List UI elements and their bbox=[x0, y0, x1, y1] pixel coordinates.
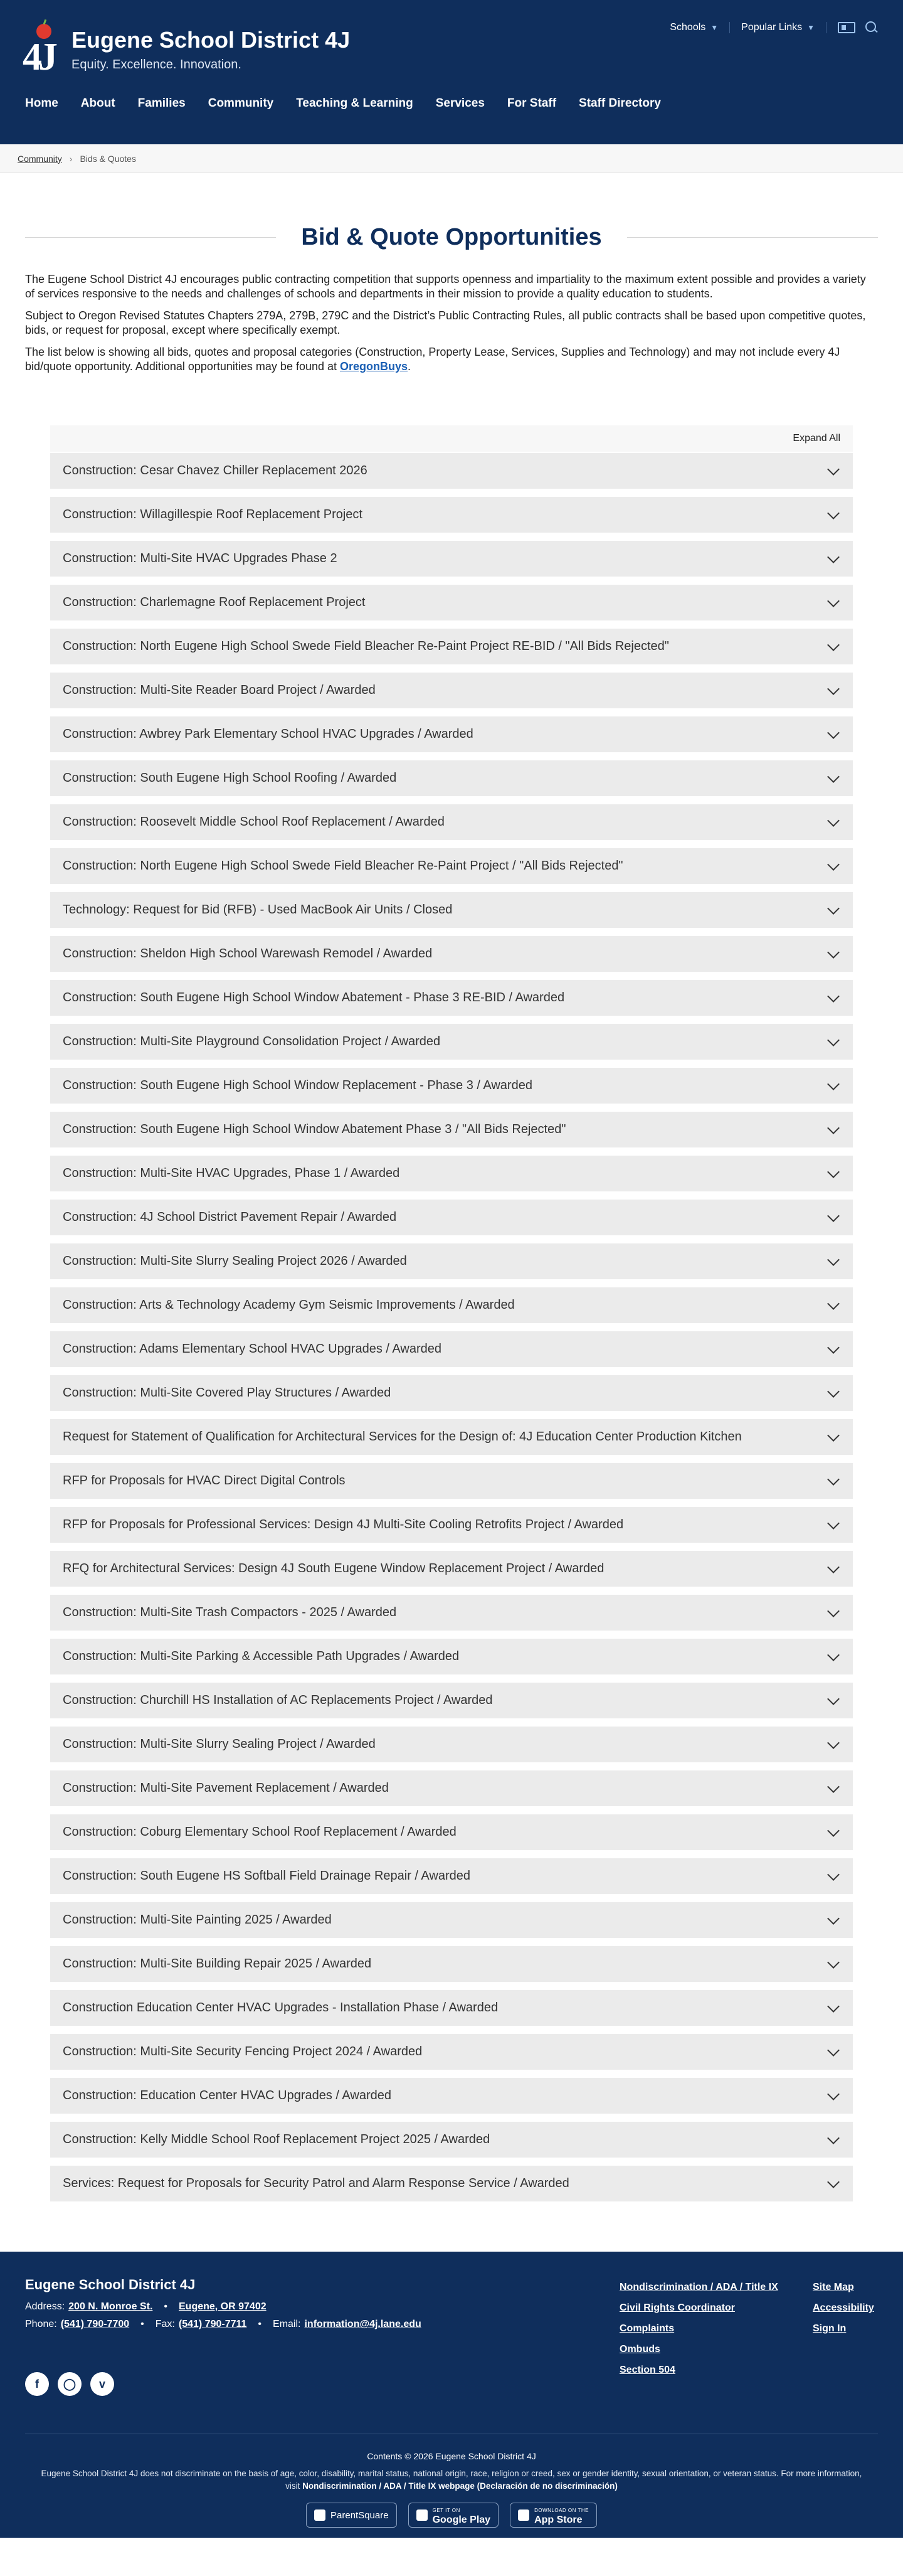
chevron-down-icon bbox=[827, 2000, 840, 2013]
chevron-down-icon bbox=[827, 1473, 840, 1486]
phone-link[interactable]: (541) 790-7700 bbox=[60, 2319, 130, 2329]
chevron-down-icon bbox=[827, 639, 840, 651]
accordion-item[interactable] bbox=[50, 2078, 853, 2114]
popular-links-label: Popular Links bbox=[741, 22, 803, 33]
chevron-down-icon bbox=[827, 1561, 840, 1573]
footer-copyright: Contents © 2026 Eugene School District 4J bbox=[367, 2451, 536, 2461]
accordion-item[interactable] bbox=[50, 1639, 853, 1674]
expand-all-button[interactable]: Expand All bbox=[793, 433, 840, 444]
chevron-down-icon bbox=[827, 1824, 840, 1837]
accordion-item[interactable] bbox=[50, 760, 853, 796]
chevron-down-icon bbox=[827, 683, 840, 695]
accordion-item-label: Construction: 4J School District Pavement Repair / Awarded bbox=[63, 1210, 397, 1224]
main-nav bbox=[25, 97, 672, 110]
accordion-item[interactable] bbox=[50, 848, 853, 884]
nav-teaching-learning[interactable]: Teaching & Learning bbox=[296, 97, 413, 110]
accordion-item-label: Construction: Multi-Site Building Repair 2025 / Awarded bbox=[63, 1957, 372, 1971]
accordion-item[interactable] bbox=[50, 1683, 853, 1718]
separator-dot: • bbox=[140, 2319, 144, 2329]
accordion-item[interactable] bbox=[50, 1243, 853, 1279]
chevron-down-icon bbox=[827, 1341, 840, 1354]
intro-paragraph-3-text: The list below is showing all bids, quotes and proposal categories (Construction, Property Lease, Services, Supplies and Technology) and may not include every 4J bid/quote opportunity. Additional opportunities may be found at bbox=[25, 346, 840, 373]
chevron-down-icon bbox=[827, 2088, 840, 2100]
site-header bbox=[0, 0, 903, 144]
google-play-small: GET IT ON bbox=[432, 2508, 460, 2513]
accordion-item[interactable] bbox=[50, 716, 853, 752]
nav-for-staff[interactable]: For Staff bbox=[507, 97, 557, 110]
site-footer bbox=[0, 2252, 903, 2538]
chevron-down-icon bbox=[827, 1956, 840, 1969]
oregonbuys-link[interactable]: OregonBuys bbox=[340, 360, 408, 373]
accordion-item-label: Construction: South Eugene High School Window Replacement - Phase 3 / Awarded bbox=[63, 1078, 532, 1092]
footer-legal-link[interactable]: Nondiscrimination / ADA / Title IX webpage (Declaración de no discriminación) bbox=[302, 2481, 618, 2491]
apple-icon bbox=[518, 2509, 529, 2521]
chevron-down-icon bbox=[827, 2132, 840, 2144]
accordion-item[interactable] bbox=[50, 1858, 853, 1894]
accordion-item-label: Construction: Roosevelt Middle School Roof Replacement / Awarded bbox=[63, 815, 445, 829]
accordion-item-label: RFQ for Architectural Services: Design 4J South Eugene Window Replacement Project / Awarded bbox=[63, 1562, 605, 1575]
accordion-item-label: Construction: Cesar Chavez Chiller Replacement 2026 bbox=[63, 464, 367, 477]
parentsquare-label: ParentSquare bbox=[330, 2509, 389, 2521]
footer-link-accessibility[interactable]: Accessibility bbox=[813, 2302, 874, 2313]
accordion-item-label: Construction: Arts & Technology Academy Gym Seismic Improvements / Awarded bbox=[63, 1298, 515, 1312]
address-label: Address: bbox=[25, 2301, 65, 2312]
accordion-item[interactable] bbox=[50, 629, 853, 664]
accordion-item[interactable] bbox=[50, 1419, 853, 1455]
accordion-item-label: Construction: North Eugene High School Swede Field Bleacher Re-Paint Project RE-BID / "All Bids Rejected" bbox=[63, 639, 669, 653]
accordion-item-label: Construction: Multi-Site Slurry Sealing Project / Awarded bbox=[63, 1737, 376, 1751]
site-title[interactable]: Eugene School District 4J bbox=[71, 27, 351, 53]
accordion-item[interactable] bbox=[50, 1375, 853, 1411]
chevron-down-icon bbox=[827, 726, 840, 739]
accordion-item[interactable] bbox=[50, 585, 853, 620]
accordion-item[interactable] bbox=[50, 980, 853, 1016]
page-title: Bid & Quote Opportunities bbox=[301, 224, 602, 250]
accordion-item[interactable] bbox=[50, 1156, 853, 1191]
chevron-down-icon bbox=[827, 1868, 840, 1881]
app-store-badge[interactable] bbox=[510, 2503, 597, 2528]
chevron-down-icon bbox=[827, 1297, 840, 1310]
footer-link-nondiscrimination[interactable]: Nondiscrimination / ADA / Title IX bbox=[620, 2282, 778, 2292]
accordion-item-label: Construction: Sheldon High School Warewash Remodel / Awarded bbox=[63, 947, 433, 961]
intro-paragraph-1: The Eugene School District 4J encourages public contracting competition that supports openness and impartiality to the maximum extent possible and provides a variety of services responsive to the needs and challenges of schools and departments in their mission to provide a quality education to students. bbox=[25, 273, 866, 300]
accordion-item-label: Construction: Multi-Site HVAC Upgrades, Phase 1 / Awarded bbox=[63, 1166, 400, 1180]
accordion-item-label: Construction: North Eugene High School Swede Field Bleacher Re-Paint Project / "All Bids Rejected" bbox=[63, 859, 623, 873]
parentsquare-icon bbox=[314, 2509, 325, 2521]
intro-paragraph-2: Subject to Oregon Revised Statutes Chapters 279A, 279B, 279C and the District’s Public Contracting Rules, all public contracts shall be based upon competitive quotes, bids, or request for proposal, except where specifically exempt. bbox=[25, 309, 866, 336]
nav-home[interactable]: Home bbox=[25, 97, 58, 110]
vimeo-icon[interactable]: v bbox=[90, 2372, 114, 2396]
nav-about[interactable]: About bbox=[80, 97, 115, 110]
google-play-badge[interactable] bbox=[408, 2503, 499, 2528]
chevron-down-icon bbox=[827, 1517, 840, 1530]
accordion-item[interactable] bbox=[50, 1200, 853, 1235]
accordion-item-label: Construction: Multi-Site Trash Compactors - 2025 / Awarded bbox=[63, 1605, 397, 1619]
accordion-item[interactable] bbox=[50, 892, 853, 928]
accordion-item[interactable] bbox=[50, 1902, 853, 1938]
chevron-down-icon bbox=[827, 1649, 840, 1661]
chevron-down-icon bbox=[827, 1429, 840, 1442]
accordion-item-label: Construction: Willagillespie Roof Replacement Project bbox=[63, 508, 362, 521]
accordion-item-label: Construction: Adams Elementary School HVAC Upgrades / Awarded bbox=[63, 1342, 442, 1356]
facebook-icon[interactable]: f bbox=[25, 2372, 49, 2396]
accordion-item[interactable] bbox=[50, 497, 853, 533]
chevron-down-icon bbox=[827, 1912, 840, 1925]
footer-link-civil-rights[interactable]: Civil Rights Coordinator bbox=[620, 2302, 735, 2313]
accordion-item[interactable] bbox=[50, 673, 853, 708]
site-tagline: Equity. Excellence. Innovation. bbox=[71, 58, 241, 72]
chevron-down-icon bbox=[827, 1078, 840, 1090]
footer-contact bbox=[25, 2298, 421, 2333]
accordion-item[interactable] bbox=[50, 1068, 853, 1104]
accordion-item-label: Construction: Coburg Elementary School Roof Replacement / Awarded bbox=[63, 1825, 457, 1839]
nav-families[interactable]: Families bbox=[137, 97, 186, 110]
bids-accordion bbox=[50, 425, 853, 2201]
google-play-label: Google Play bbox=[432, 2515, 491, 2525]
accordion-item[interactable] bbox=[50, 936, 853, 972]
logo-mark: 4J bbox=[23, 36, 54, 78]
fax-link[interactable]: (541) 790-7711 bbox=[178, 2319, 247, 2329]
nav-community[interactable]: Community bbox=[208, 97, 274, 110]
app-badges bbox=[0, 2503, 903, 2528]
footer-legal bbox=[38, 2467, 865, 2493]
breadcrumb-separator-icon: › bbox=[69, 153, 73, 164]
accordion-item-label: Construction: South Eugene HS Softball Field Drainage Repair / Awarded bbox=[63, 1869, 471, 1883]
chevron-down-icon bbox=[827, 1385, 840, 1398]
accordion-item-label: Construction: Multi-Site Slurry Sealing Project 2026 / Awarded bbox=[63, 1254, 407, 1268]
accordion-item[interactable] bbox=[50, 1551, 853, 1587]
popular-links-dropdown[interactable] bbox=[730, 22, 826, 33]
chevron-down-icon bbox=[827, 1034, 840, 1046]
google-play-icon bbox=[416, 2509, 428, 2521]
accordion-item[interactable] bbox=[50, 2122, 853, 2158]
address-street-link[interactable]: 200 N. Monroe St. bbox=[68, 2301, 153, 2312]
chevron-down-icon bbox=[827, 463, 840, 476]
accordion-item-label: Construction: Multi-Site Pavement Replacement / Awarded bbox=[63, 1781, 389, 1795]
accordion-item[interactable] bbox=[50, 2166, 853, 2201]
app-store-small: DOWNLOAD ON THE bbox=[534, 2508, 589, 2513]
separator-dot: • bbox=[164, 2301, 167, 2312]
accordion-item[interactable] bbox=[50, 1727, 853, 1762]
accordion-item-label: Construction: Charlemagne Roof Replacement Project bbox=[63, 595, 366, 609]
schools-label: Schools bbox=[670, 22, 706, 33]
footer-link-ombuds[interactable]: Ombuds bbox=[620, 2344, 660, 2355]
address-city-link[interactable]: Eugene, OR 97402 bbox=[179, 2301, 267, 2312]
accordion-item-label: Construction: Multi-Site Playground Consolidation Project / Awarded bbox=[63, 1035, 441, 1048]
chevron-down-icon bbox=[827, 770, 840, 783]
accordion-item[interactable] bbox=[50, 541, 853, 577]
email-label: Email: bbox=[273, 2319, 301, 2329]
brand[interactable] bbox=[23, 21, 350, 82]
intro-paragraph-3: The list below is showing all bids, quotes and proposal categories (Construction, Property Lease, Services, Supplies and Technology) and may not include every 4J bid/quote opportunity. Additional opportunities may be found at OregonBuys. bbox=[25, 346, 840, 373]
district-logo[interactable] bbox=[23, 21, 59, 82]
chevron-down-icon bbox=[827, 1166, 840, 1178]
accordion-item-label: Construction: South Eugene High School Window Abatement - Phase 3 RE-BID / Awarded bbox=[63, 991, 565, 1004]
chevron-down-icon bbox=[827, 595, 840, 607]
chevron-down-icon bbox=[827, 902, 840, 915]
breadcrumb bbox=[0, 144, 903, 173]
accordion-item-label: Construction: Kelly Middle School Roof Replacement Project 2025 / Awarded bbox=[63, 2132, 490, 2146]
parentsquare-badge[interactable] bbox=[306, 2503, 397, 2528]
accordion-item-label: Construction: South Eugene High School Roofing / Awarded bbox=[63, 771, 397, 785]
separator-dot: • bbox=[258, 2319, 262, 2329]
accordion-item[interactable] bbox=[50, 1770, 853, 1806]
chevron-down-icon: ▼ bbox=[710, 23, 719, 32]
accordion-item[interactable] bbox=[50, 1287, 853, 1323]
chevron-down-icon bbox=[827, 2044, 840, 2057]
chevron-down-icon bbox=[827, 1210, 840, 1222]
email-link[interactable]: information@4j.lane.edu bbox=[304, 2319, 421, 2329]
accordion-item-label: Construction: Awbrey Park Elementary School HVAC Upgrades / Awarded bbox=[63, 727, 473, 741]
nav-services[interactable]: Services bbox=[435, 97, 485, 110]
accordion-item-label: Request for Statement of Qualification for Architectural Services for the Design of: 4J Education Center Production Kitchen bbox=[63, 1430, 742, 1444]
accordion-item-label: Construction: Churchill HS Installation of AC Replacements Project / Awarded bbox=[63, 1693, 493, 1707]
chevron-down-icon bbox=[827, 507, 840, 519]
nav-staff-directory[interactable]: Staff Directory bbox=[579, 97, 661, 110]
chevron-down-icon bbox=[827, 551, 840, 563]
accordion-item[interactable] bbox=[50, 2034, 853, 2070]
accordion-list bbox=[50, 453, 853, 2201]
chevron-down-icon bbox=[827, 1253, 840, 1266]
chevron-down-icon bbox=[827, 2176, 840, 2188]
accordion-item[interactable] bbox=[50, 453, 853, 489]
chevron-down-icon bbox=[827, 990, 840, 1003]
breadcrumb-community[interactable]: Community bbox=[18, 153, 62, 164]
footer-link-section-504[interactable]: Section 504 bbox=[620, 2365, 675, 2375]
chevron-down-icon bbox=[827, 946, 840, 959]
accordion-item[interactable] bbox=[50, 804, 853, 840]
accordion-item[interactable] bbox=[50, 1024, 853, 1060]
schools-dropdown[interactable] bbox=[658, 22, 730, 33]
phone-label: Phone: bbox=[25, 2319, 57, 2329]
outlook-icon[interactable] bbox=[838, 22, 855, 33]
accordion-item-label: Construction: Multi-Site Covered Play Structures / Awarded bbox=[63, 1386, 391, 1400]
accordion-item[interactable] bbox=[50, 1331, 853, 1367]
app-store-label: App Store bbox=[534, 2515, 583, 2525]
footer-legal-text: Eugene School District 4J does not discriminate on the basis of age, color, disability, marital status, national origin, race, religion or creed, sex or gender identity, sexual orientation, or veteran status. For more information, visit bbox=[41, 2469, 862, 2491]
accordion-item-label: Construction: Multi-Site HVAC Upgrades Phase 2 bbox=[63, 551, 337, 565]
social-links bbox=[25, 2372, 114, 2396]
expand-bar bbox=[50, 425, 853, 452]
footer-district-name: Eugene School District 4J bbox=[25, 2277, 196, 2292]
accordion-item[interactable] bbox=[50, 1946, 853, 1982]
footer-link-complaints[interactable]: Complaints bbox=[620, 2323, 675, 2334]
chevron-down-icon: ▼ bbox=[807, 23, 815, 32]
chevron-down-icon bbox=[827, 814, 840, 827]
accordion-item-label: Construction Education Center HVAC Upgrades - Installation Phase / Awarded bbox=[63, 2001, 499, 2014]
chevron-down-icon bbox=[827, 1737, 840, 1749]
accordion-item-label: Construction: Multi-Site Reader Board Project / Awarded bbox=[63, 683, 376, 697]
accordion-item-label: Construction: Multi-Site Parking & Accessible Path Upgrades / Awarded bbox=[63, 1649, 460, 1663]
footer-link-sign-in[interactable]: Sign In bbox=[813, 2323, 847, 2334]
accordion-item-label: RFP for Proposals for Professional Services: Design 4J Multi-Site Cooling Retrofits Project / Awarded bbox=[63, 1518, 624, 1531]
accordion-item[interactable] bbox=[50, 1990, 853, 2026]
accordion-item-label: Construction: Education Center HVAC Upgrades / Awarded bbox=[63, 2089, 391, 2102]
accordion-item[interactable] bbox=[50, 1595, 853, 1631]
main-content bbox=[0, 221, 903, 2201]
footer-link-site-map[interactable]: Site Map bbox=[813, 2282, 854, 2292]
instagram-icon[interactable]: ◯ bbox=[58, 2372, 82, 2396]
accordion-item-label: RFP for Proposals for HVAC Direct Digital Controls bbox=[63, 1474, 346, 1488]
breadcrumb-current: Bids & Quotes bbox=[80, 153, 136, 164]
accordion-item[interactable] bbox=[50, 1507, 853, 1543]
accordion-item-label: Construction: South Eugene High School Window Abatement Phase 3 / "All Bids Rejected" bbox=[63, 1122, 566, 1136]
accordion-item[interactable] bbox=[50, 1112, 853, 1147]
footer-links-site bbox=[813, 2277, 874, 2339]
accordion-item-label: Construction: Multi-Site Security Fencing Project 2024 / Awarded bbox=[63, 2045, 423, 2058]
fax-label: Fax: bbox=[155, 2319, 175, 2329]
chevron-down-icon bbox=[827, 1780, 840, 1793]
chevron-down-icon bbox=[827, 1605, 840, 1617]
search-icon[interactable] bbox=[865, 21, 878, 34]
chevron-down-icon bbox=[827, 1122, 840, 1134]
accordion-item-label: Construction: Multi-Site Painting 2025 / Awarded bbox=[63, 1913, 332, 1927]
utility-nav bbox=[658, 21, 878, 34]
accordion-item[interactable] bbox=[50, 1814, 853, 1850]
intro bbox=[25, 272, 878, 374]
accordion-item-label: Technology: Request for Bid (RFB) - Used MacBook Air Units / Closed bbox=[63, 903, 453, 917]
chevron-down-icon bbox=[827, 1693, 840, 1705]
footer-links-legal bbox=[620, 2277, 778, 2380]
accordion-item[interactable] bbox=[50, 1463, 853, 1499]
chevron-down-icon bbox=[827, 858, 840, 871]
accordion-item-label: Services: Request for Proposals for Security Patrol and Alarm Response Service / Awarded bbox=[63, 2176, 569, 2190]
